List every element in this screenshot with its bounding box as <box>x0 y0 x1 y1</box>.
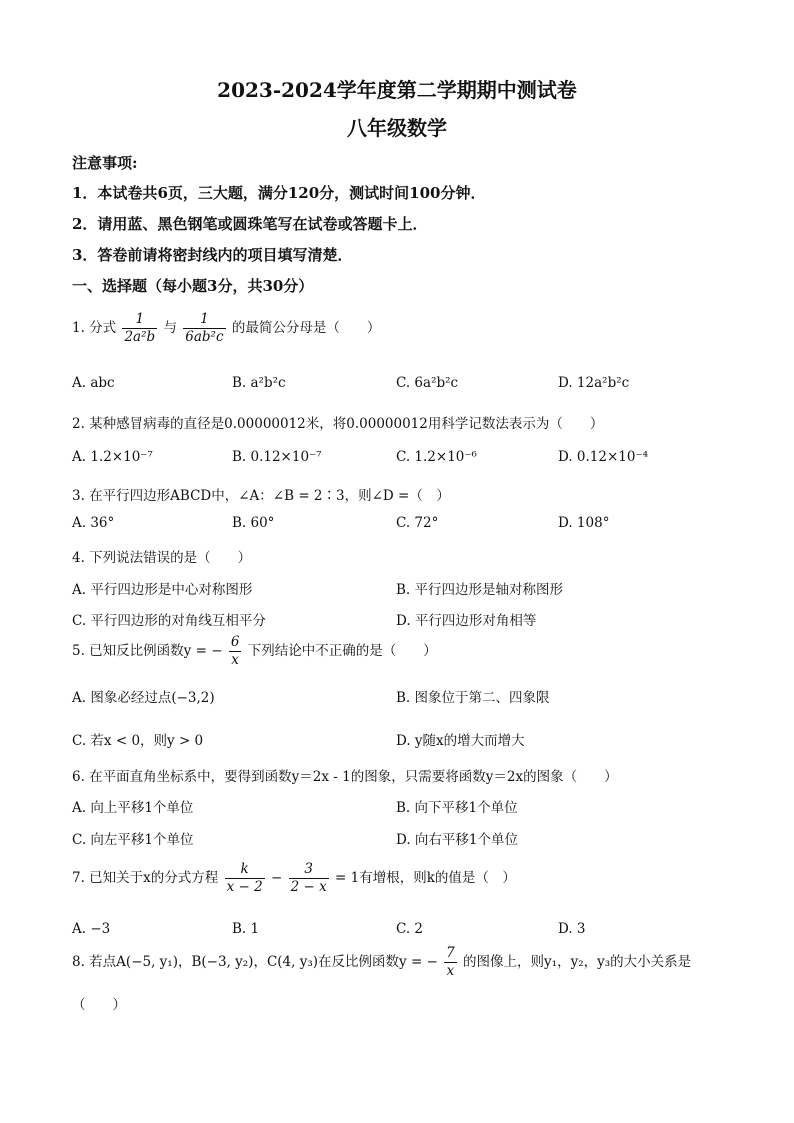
q4-option-c: C. 平行四边形的对角线互相平分 <box>72 613 266 629</box>
question-1: 1. 分式 $\frac{1}{\text{2a²b}}$ 与 $\frac{1}{\text{6ab²c}}$ 的最简公分母是（ ） <box>72 311 381 345</box>
q1-option-c: C. 6a²b²c <box>396 375 459 391</box>
question-2: 2. 某种感冒病毒的直径是0.00000012米，将0.00000012用科学记数法表示为（ ） <box>72 416 604 432</box>
question-6: 6. 在平面直角坐标系中，要得到函数y＝2x - 1的图象，只需要将函数y＝2x的图象（ ） <box>72 769 618 785</box>
section-heading: 一、选择题（每小题3分，共30分） <box>72 277 314 295</box>
q3-option-c: C. 72° <box>396 515 439 531</box>
q7-option-c: C. 2 <box>396 921 424 937</box>
q8-fraction: $\frac{7}{x}$ <box>446 945 455 979</box>
q8-answer-bracket: （ ） <box>72 997 126 1013</box>
q2-option-a: A. 1.2×10⁻⁷ <box>72 449 153 465</box>
q5-fraction: $\frac{6}{x}$ <box>230 634 240 668</box>
q3-option-b: B. 60° <box>232 515 275 531</box>
q3-option-d: D. 108° <box>558 515 610 531</box>
q5-option-c: C. 若x < 0，则y > 0 <box>72 733 204 749</box>
notice-heading: 注意事项: <box>72 154 138 172</box>
q6-option-a: A. 向上平移1个单位 <box>72 800 194 816</box>
q2-option-b: B. 0.12×10⁻⁷ <box>232 449 322 465</box>
q1-option-d: D. 12a²b²c <box>558 375 630 391</box>
question-7: 7. 已知关于x的分式方程 $\frac{k}{x - 2}$ − $\frac{3}{2 - x}$ = 1有增根，则k的值是（ ） <box>72 861 516 895</box>
notice-item-1: 1．本试卷共6页，三大题，满分120分，测试时间100分钟． <box>72 184 486 202</box>
q6-option-d: D. 向右平移1个单位 <box>396 832 519 848</box>
notice-item-2: 2．请用蓝、黑色钢笔或圆珠笔写在试卷或答题卡上． <box>72 215 428 233</box>
q1-option-a: A. abc <box>72 375 115 391</box>
question-5: 5. 已知反比例函数y = − $\frac{6}{x}$ 下列结论中不正确的是（ ） <box>72 634 437 668</box>
q6-option-b: B. 向下平移1个单位 <box>396 800 518 816</box>
q4-option-d: D. 平行四边形对角相等 <box>396 613 537 629</box>
question-3: 3. 在平行四边形ABCD中，∠A：∠B = 2∶3，则∠D =（ ） <box>72 488 450 504</box>
q3-option-a: A. 36° <box>72 515 115 531</box>
q7-fraction-2: $\frac{3}{2 - x}$ <box>290 861 327 895</box>
q2-option-d: D. 0.12×10⁻⁴ <box>558 449 649 465</box>
q5-option-a: A. 图象必经过点(−3,2) <box>72 690 215 706</box>
q4-option-a: A. 平行四边形是中心对称图形 <box>72 582 253 598</box>
q4-option-b: B. 平行四边形是轴对称图形 <box>396 582 564 598</box>
q7-option-a: A. −3 <box>72 921 111 937</box>
exam-subtitle: 八年级数学 <box>347 116 447 140</box>
question-4: 4. 下列说法错误的是（ ） <box>72 550 252 566</box>
notice-item-3: 3．答卷前请将密封线内的项目填写清楚． <box>72 246 353 264</box>
q2-option-c: C. 1.2×10⁻⁶ <box>396 449 477 465</box>
q7-option-d: D. 3 <box>558 921 586 937</box>
exam-title: 2023-2024学年度第二学期期中测试卷 <box>217 78 577 102</box>
q5-option-d: D. y随x的增大而增大 <box>396 733 525 749</box>
q1-prefix: 1. 分式 <box>72 320 117 336</box>
q1-fraction-2: $\frac{1}{\text{6ab²c}}$ <box>185 311 224 345</box>
q1-option-b: B. a²b²c <box>232 375 286 391</box>
q7-option-b: B. 1 <box>232 921 260 937</box>
q1-fraction-1: $\frac{1}{\text{2a²b}}$ <box>124 311 156 345</box>
q5-option-b: B. 图象位于第二、四象限 <box>396 690 550 706</box>
question-8: 8. 若点A(−5, y₁)，B(−3, y₂)，C(4, y₃)在反比例函数y = − $\frac{7}{x}$ 的图像上，则y₁，y₂，y₃的大小关系是 <box>72 945 692 979</box>
q7-fraction-1: $\frac{k}{x - 2}$ <box>226 861 263 895</box>
q6-option-c: C. 向左平移1个单位 <box>72 832 194 848</box>
